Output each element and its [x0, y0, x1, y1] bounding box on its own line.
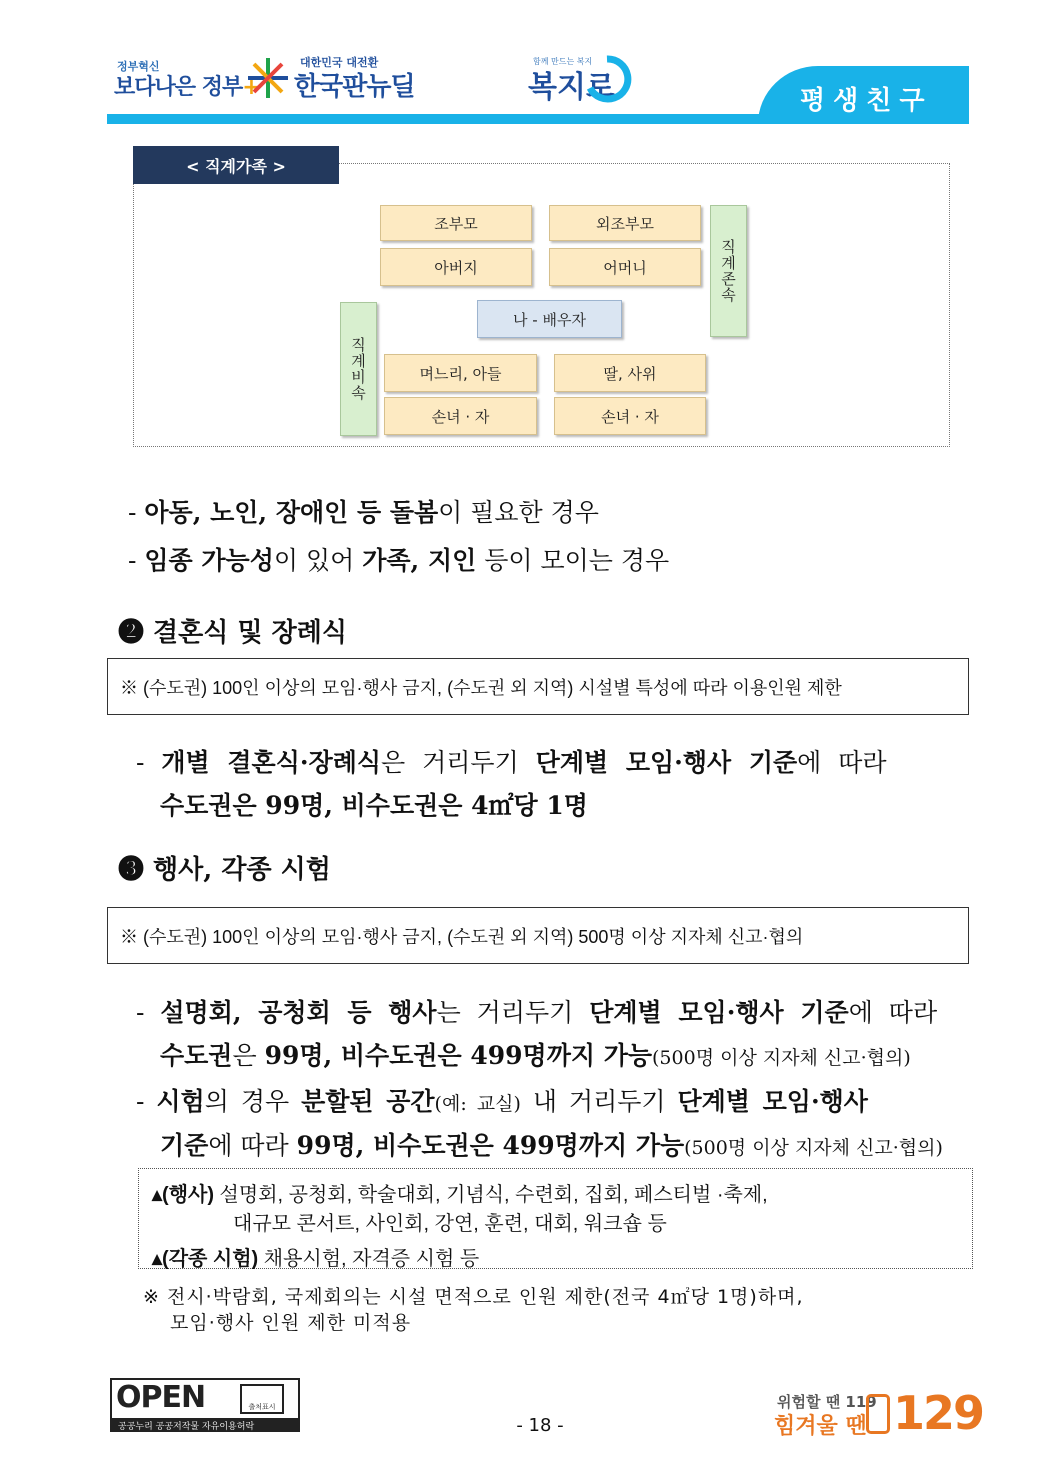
new-deal-star-icon [246, 56, 290, 100]
bold-text: ▴(행사) [152, 1184, 214, 1206]
text: 설명회, 공청회, 학술대회, 기념식, 수련회, 집회, 페스티벌 ·축제, [214, 1184, 768, 1206]
box-maternal-grandparents: 외조부모 [549, 205, 701, 241]
bold-text: 수도권 [160, 1041, 233, 1070]
small-text: (예: 교실) [434, 1093, 521, 1115]
dash: - [128, 546, 145, 575]
bold-text: 단계별 모임·행사 [677, 1087, 868, 1116]
attribution-person-icon: 출처표시 [240, 1384, 284, 1414]
box-grandparents: 조부모 [380, 205, 532, 241]
bold-text: 개별 결혼식·장례식 [161, 748, 382, 777]
logo-new-deal-caption: 대한민국 대전환 [300, 56, 379, 69]
box-lineal-descendant: 직계비속 [340, 302, 377, 436]
box-grandchildren-right: 손녀 · 자 [554, 397, 706, 435]
text: 에 따라 [797, 748, 887, 777]
bold-text: 단계별 모임·행사 기준 [589, 998, 849, 1027]
bold-text: 분할된 공간 [301, 1087, 435, 1116]
text: 은 [232, 1041, 265, 1070]
bullet-events [136, 993, 937, 1029]
box-son: 며느리, 아들 [384, 354, 537, 392]
box-mother: 어머니 [549, 248, 701, 286]
hotline-number: 129 [893, 1386, 984, 1440]
bullet-wedding-funeral [136, 743, 976, 779]
bold-text: 설명회, 공청회 등 행사 [160, 998, 437, 1027]
small-text: (500명 이상 지자체 신고·협의) [684, 1137, 943, 1159]
logo-new-deal: 한국판뉴딜 [294, 72, 415, 102]
note-wedding-funeral: ※ (수도권) 100인 이상의 모임·행사 금지, (수도권 외 지역) 시설별 특성에 따라 이용인원 제한 [107, 658, 969, 715]
heading-events-exams: ❸ 행사, 각종 시험 [118, 855, 331, 885]
text: 채용시험, 자격증 시험 등 [258, 1248, 480, 1270]
text: 이 있어 [273, 546, 363, 575]
bokjiro-circle-icon [582, 54, 632, 104]
bullet-exams-limit [160, 1126, 943, 1162]
small-text: (500명 이상 지자체 신고·협의) [652, 1047, 911, 1069]
example-exams [152, 1242, 479, 1271]
text: 내 거리두기 [520, 1087, 678, 1116]
footnote-line2: 모임·행사 인원 제한 미적용 [170, 1312, 412, 1334]
bullet-care-needed [128, 493, 599, 529]
hotline-title: 힘겨울 땐 [774, 1414, 867, 1439]
bold-text: 아동, 노인, 장애인 등 돌봄 [144, 498, 439, 527]
text: 는 거리두기 [436, 998, 590, 1027]
open-license-caption: 공공누리 공공저작물 자유이용허락 [110, 1418, 300, 1432]
box-lineal-ascendant: 직계존속 [710, 205, 747, 337]
logo-plus-icon: + [242, 75, 260, 100]
bold-text: 99명, 비수도권은 499명까지 가능 [264, 1041, 653, 1070]
logo-bokjiro-caption: 함께 만드는 복지 [533, 57, 593, 66]
header-tab-title: 평생친구 [800, 86, 933, 116]
logo-gov-innovation-text: 보다나은 [114, 75, 196, 100]
bold-text: 임종 가능성 [144, 546, 274, 575]
logo-gov-innovation [114, 70, 260, 101]
bullet-wedding-funeral-limit: 수도권은 99명, 비수도권은 4㎡당 1명 [160, 791, 588, 820]
logo-gov-innovation-caption: 정부혁신 [117, 60, 160, 73]
logo-gov-innovation-jb: 정부 [201, 75, 243, 100]
dash: - [136, 748, 162, 777]
bold-text: 99명, 비수도권은 499명까지 가능 [296, 1131, 685, 1160]
bold-text: 단계별 모임·행사 기준 [535, 748, 798, 777]
note-events-exams: ※ (수도권) 100인 이상의 모임·행사 금지, (수도권 외 지역) 500명 이상 지자체 신고·협의 [107, 907, 969, 964]
text: 에 따라 [208, 1131, 297, 1160]
bullet-exams [136, 1082, 868, 1118]
text: 이 필요한 경우 [438, 498, 599, 527]
example-events [152, 1178, 768, 1207]
page-number: - 18 - [516, 1415, 564, 1436]
box-self-spouse: 나 - 배우자 [477, 300, 622, 338]
box-father: 아버지 [380, 248, 532, 286]
bold-text: 시험 [156, 1087, 205, 1116]
open-license-logo: OPEN [116, 1380, 206, 1415]
text: 등이 모이는 경우 [476, 546, 670, 575]
bold-text: 기준 [160, 1131, 209, 1160]
bullet-events-limit [160, 1036, 911, 1072]
footnote-line1: ※ 전시·박람회, 국제회의는 시설 면적으로 인원 제한(전국 4㎡당 1명)하며, [143, 1286, 804, 1308]
dash: - [136, 1087, 157, 1116]
dash: - [128, 498, 145, 527]
logo-bokjiro: 복지로 [528, 70, 615, 105]
text: 은 거리두기 [381, 748, 536, 777]
bullet-end-of-life [128, 541, 669, 577]
example-events-cont: 대규모 콘서트, 사인회, 강연, 훈련, 대회, 워크숍 등 [233, 1213, 667, 1235]
hotline-caption: 위험할 땐 119 [777, 1393, 877, 1411]
text: 의 경우 [204, 1087, 302, 1116]
heading-wedding-funeral: ❷ 결혼식 및 장례식 [118, 618, 347, 648]
phone-icon [866, 1394, 890, 1434]
box-daughter: 딸, 사위 [554, 354, 706, 392]
bold-text: 가족, 지인 [362, 546, 477, 575]
box-grandchildren-left: 손녀 · 자 [384, 397, 537, 435]
family-diagram-title: < 직계가족 > [133, 146, 339, 184]
text: 에 따라 [848, 998, 938, 1027]
bold-text: ▴(각종 시험) [152, 1248, 259, 1270]
dash: - [136, 998, 161, 1027]
